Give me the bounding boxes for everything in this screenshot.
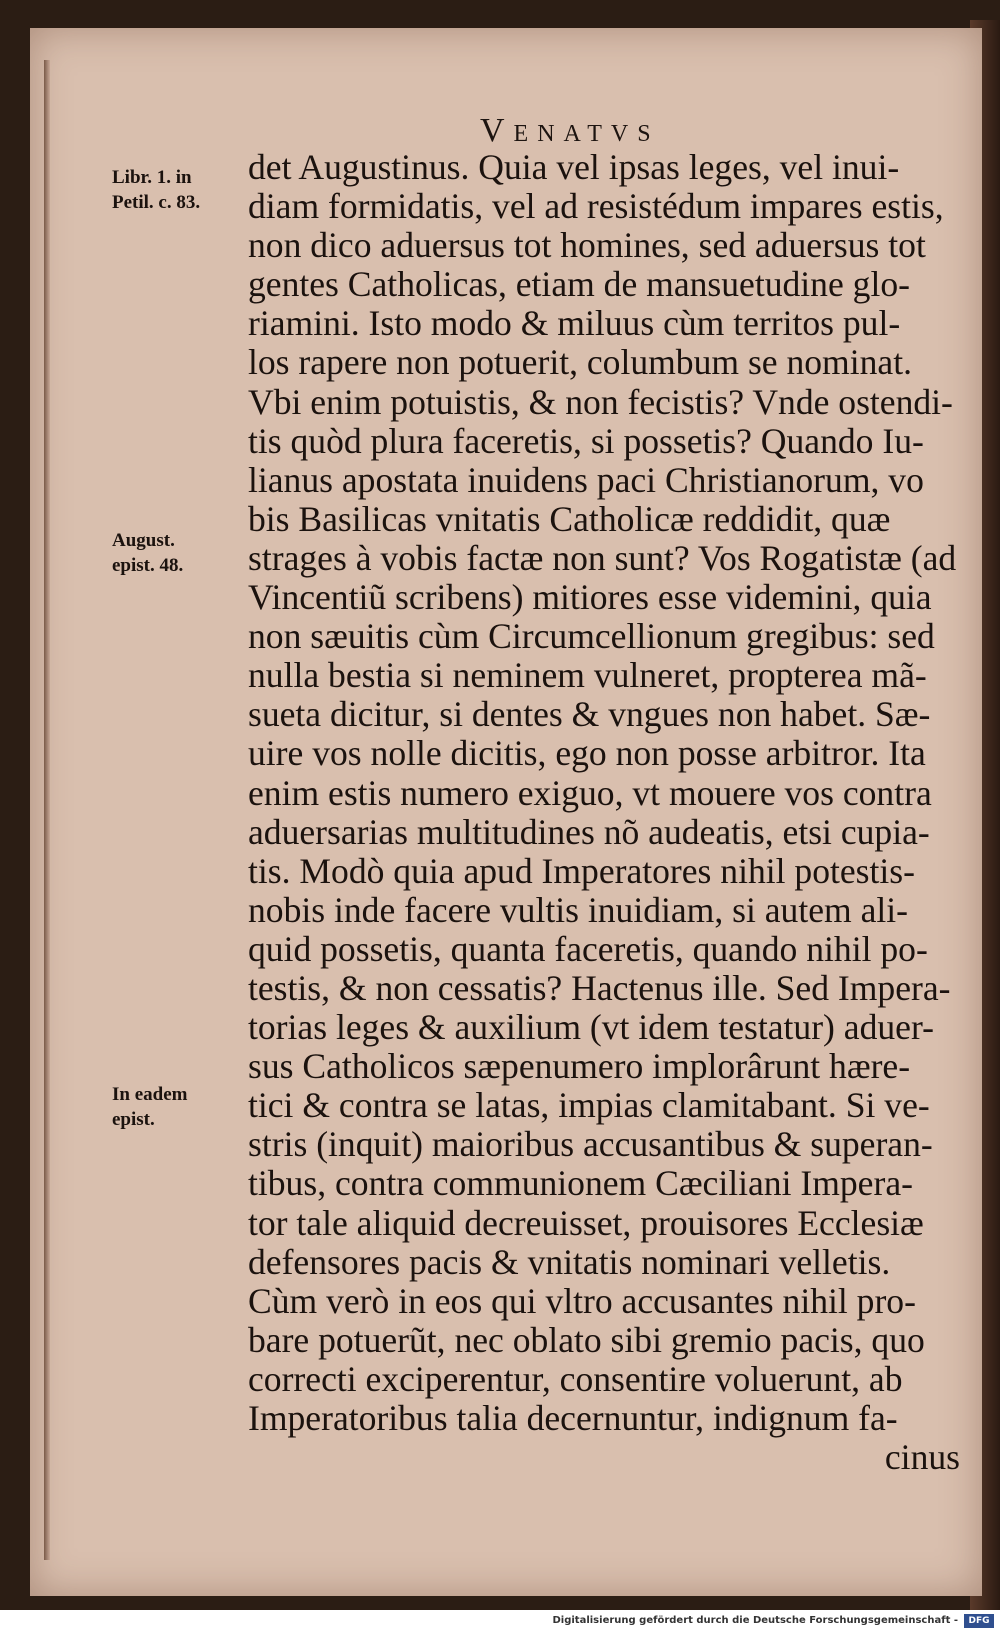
text-line: enim estis numero exiguo, vt mouere vos contra — [248, 772, 932, 813]
text-line: tis quòd plura faceretis, si possetis? Quando Iu- — [248, 420, 924, 461]
marginal-note-line: Petil. c. 83. — [112, 192, 201, 213]
page-gutter — [44, 60, 50, 1560]
text-line: quid possetis, quanta faceretis, quando nihil po- — [248, 928, 928, 969]
text-line: nulla bestia si neminem vulneret, propterea mã- — [248, 655, 927, 696]
catchword: cinus — [884, 1437, 960, 1478]
footer-credit: Digitalisierung gefördert durch die Deutsche Forschungsgemeinschaft - — [552, 1615, 958, 1626]
text-line: Vincentiũ scribens) mitiores esse videmini, quia — [248, 577, 932, 618]
text-line: nobis inde facere vultis inuidiam, si autem ali- — [248, 889, 909, 930]
text-line: Imperatoribus talia decernuntur, indignum fa- — [248, 1398, 898, 1438]
text-line: tici & contra se latas, impias clamitabant. Si ve- — [248, 1085, 930, 1126]
text-line: det Augustinus. Quia vel ipsas leges, vel inui- — [248, 147, 900, 187]
text-line: diam formidatis, vel ad resistédum impares estis, — [248, 186, 944, 227]
text-line: bis Basilicas vnitatis Catholicæ reddidit, quæ — [248, 498, 891, 539]
marginal-note-line: In eadem — [112, 1084, 188, 1105]
text-line: non dico aduersus tot homines, sed aduersus tot — [248, 225, 926, 266]
running-head: Venatvs — [480, 112, 660, 149]
text-line: tis. Modò quia apud Imperatores nihil potestis- — [248, 850, 915, 891]
text-line: aduersarias multitudines nõ audeatis, etsi cupia- — [248, 811, 930, 852]
text-line: los rapere non potuerit, columbum se nominat. — [248, 342, 912, 383]
marginal-note-line: epist. 48. — [112, 555, 184, 576]
text-line: gentes Catholicas, etiam de mansuetudine glo- — [248, 264, 910, 305]
text-line: lianus apostata inuidens paci Christianorum, vo — [248, 459, 924, 500]
body-text — [248, 148, 960, 1477]
text-line: torias leges & auxilium (vt idem testatur) aduer- — [248, 1007, 934, 1048]
marginal-note — [112, 528, 252, 578]
text-line: non sæuitis cùm Circumcellionum gregibus: sed — [248, 616, 935, 657]
text-line: sueta dicitur, si dentes & vngues non habet. Sæ- — [248, 694, 931, 735]
text-line: riamini. Isto modo & miluus cùm territos pul- — [248, 303, 901, 344]
text-line: bare potuerũt, nec oblato sibi gremio pacis, quo — [248, 1319, 925, 1360]
text-line: strages à vobis factæ non sunt? Vos Rogatistæ (ad — [248, 537, 957, 578]
text-line: stris (inquit) maioribus accusantibus & superan- — [248, 1124, 933, 1165]
footer — [0, 1610, 1000, 1635]
dfg-logo-icon: DFG — [964, 1614, 994, 1628]
text-line: Vbi enim potuistis, & non fecistis? Vnde ostendi- — [248, 381, 953, 422]
marginal-note — [112, 165, 252, 215]
marginal-note-line: Libr. 1. in — [112, 167, 192, 188]
marginal-note-line: August. — [112, 530, 175, 551]
marginal-note — [112, 1082, 252, 1132]
text-line: sus Catholicos sæpenumero implorârunt hære- — [248, 1046, 911, 1087]
text-line: defensores pacis & vnitatis nominari velletis. — [248, 1241, 891, 1282]
text-line: tibus, contra communionem Cæciliani Impera- — [248, 1163, 913, 1204]
text-line: Cùm verò in eos qui vltro accusantes nihil pro- — [248, 1280, 916, 1321]
text-line: correcti exciperentur, consentire voluerunt, ab — [248, 1358, 903, 1399]
text-line: tor tale aliquid decreuisset, prouisores Ecclesiæ — [248, 1202, 924, 1243]
marginal-note-line: epist. — [112, 1109, 155, 1130]
text-line: uire vos nolle dicitis, ego non posse arbitror. Ita — [248, 733, 926, 774]
text-line: testis, & non cessatis? Hactenus ille. Sed Impera- — [248, 967, 951, 1008]
